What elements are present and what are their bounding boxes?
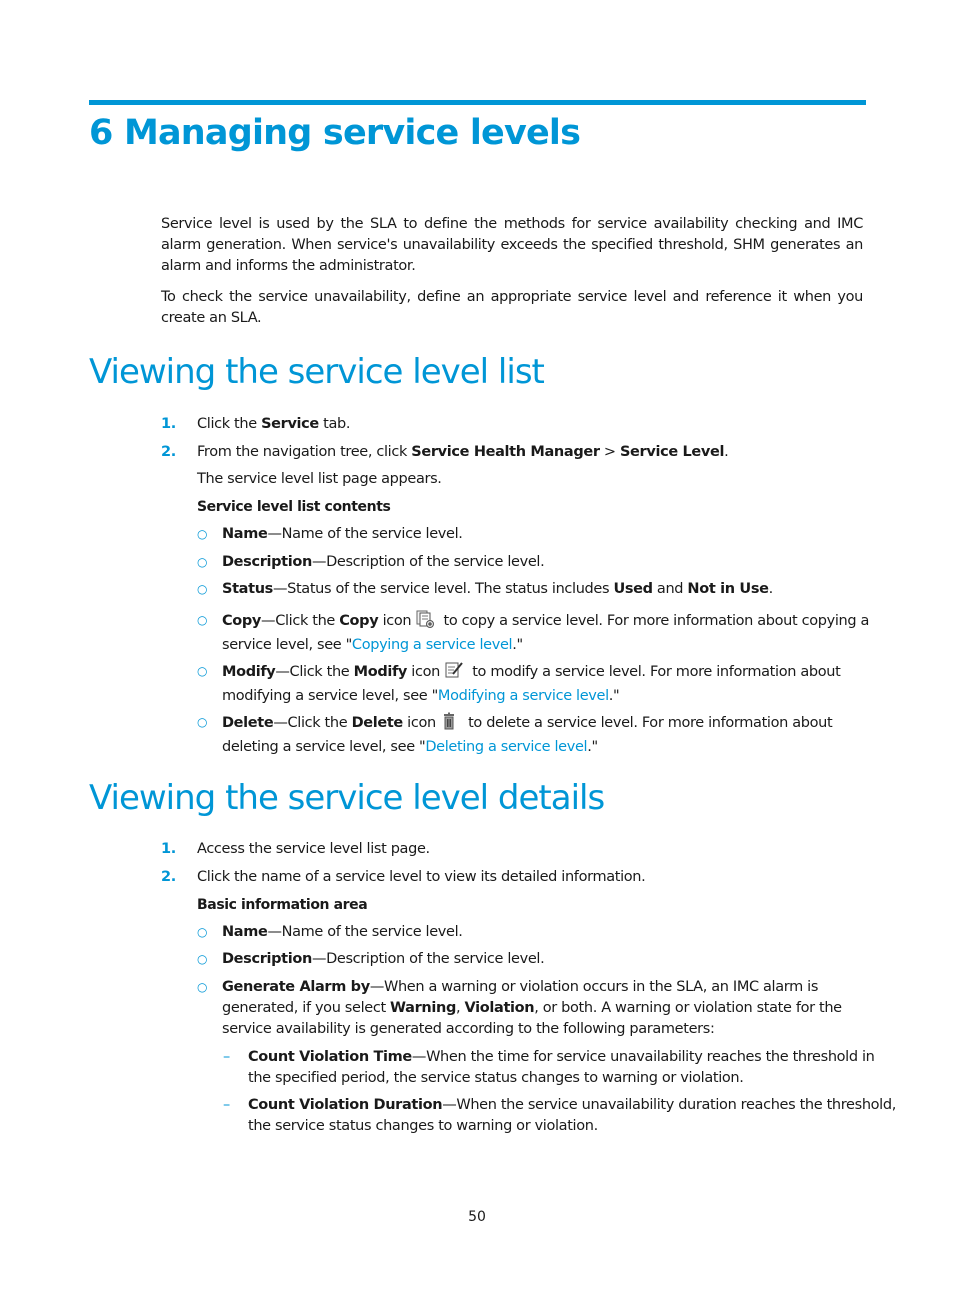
section-title-details: Viewing the service level details — [89, 778, 605, 818]
subhead-basic-info: Basic information area — [197, 897, 368, 913]
step-text: From the navigation tree, click Service Health Manager > Service Level. — [197, 444, 729, 460]
step-number: 1. — [161, 841, 176, 857]
bullet-mark: ○ — [197, 555, 208, 569]
bullet-mark: ○ — [197, 613, 208, 627]
step-number: 1. — [161, 416, 176, 432]
dash-mark: – — [223, 1097, 230, 1113]
bullet-mark: ○ — [197, 582, 208, 596]
bullet-mark: ○ — [197, 925, 208, 939]
bullet-mark: ○ — [197, 952, 208, 966]
copy-icon — [415, 610, 435, 635]
bullet-mark: ○ — [197, 980, 208, 994]
page-number: 50 — [468, 1209, 486, 1225]
bullet-mark: ○ — [197, 664, 208, 678]
step-text: Access the service level list page. — [197, 841, 430, 857]
chapter-rule — [89, 100, 866, 105]
document-page: 6 Managing service levels Service level is used by the SLA to define the methods for service availability checking and IMC alarm generation. When service's unavailability exceeds the specified threshold, SHM generates an alarm and informs the administrator. To check the service unavailability, define an appropriate service level and reference it when you create an SLA. Viewing the service level list 1. Click the Service tab. 2. From the navigation tree, click Service Health Manager > Service Level. The service level list page appears. Service level list contents ○ Name—Name of the service level. ○ Description—Description of the service level. ○ Status—Status of the service level. The status includes Used and Not in Use. ○ Copy—Click the Copy icon to copy a service level. For more information about copying a service level, see "Copying a service level." ○ Modify—Click the Modify icon to modify a service level. For more information about modifying a service level, see "Modifying a service level." ○ Delete—Click the Delete icon to delete a service level. For more information about deleting a service level, see "Deleting a service level." Viewing the service level details 1. Access the service level list page. 2. Click the name of a service level to view its detailed information. Basic information area ○ Name—Name of the service level. ○ Description—Description of the service level. ○ Generate Alarm by—When a warning or violation occurs in the SLA, an IMC alarm is generated, if you select Warning, Violation, or both. A warning or violation state for the service availability is generated according to the following parameters: – Count Violation Time—When the time for service unavailability reaches the threshold in the specified period, the service status changes to warning or violation. – Count Violation Duration—When the service unavailability duration reaches the threshold, the service status changes to warning or violation. 50 — [0, 0, 954, 1296]
bullet-mark: ○ — [197, 527, 208, 541]
intro-paragraph-1: Service level is used by the SLA to define the methods for service availability checking and IMC alarm generation. When service's unavailability exceeds the specified threshold, SHM generates an alarm and informs the administrator. — [161, 216, 863, 274]
step-text: Click the Service tab. — [197, 416, 351, 432]
step-number: 2. — [161, 869, 176, 885]
delete-icon — [440, 712, 460, 737]
intro-paragraph-2: To check the service unavailability, define an appropriate service level and reference it when you create an SLA. — [161, 289, 863, 326]
link-copying-service-level[interactable]: Copying a service level — [351, 637, 513, 653]
link-modifying-service-level[interactable]: Modifying a service level — [437, 688, 609, 704]
chapter-title: 6 Managing service levels — [89, 113, 581, 153]
step-number: 2. — [161, 444, 176, 460]
step-text: Click the name of a service level to view its detailed information. — [197, 869, 646, 885]
dash-mark: – — [223, 1049, 230, 1065]
subhead-list-contents: Service level list contents — [197, 499, 391, 515]
link-deleting-service-level[interactable]: Deleting a service level — [425, 739, 588, 755]
section-title-list: Viewing the service level list — [89, 352, 544, 392]
modify-icon — [444, 661, 464, 686]
bullet-mark: ○ — [197, 715, 208, 729]
step-result: The service level list page appears. — [197, 471, 442, 487]
